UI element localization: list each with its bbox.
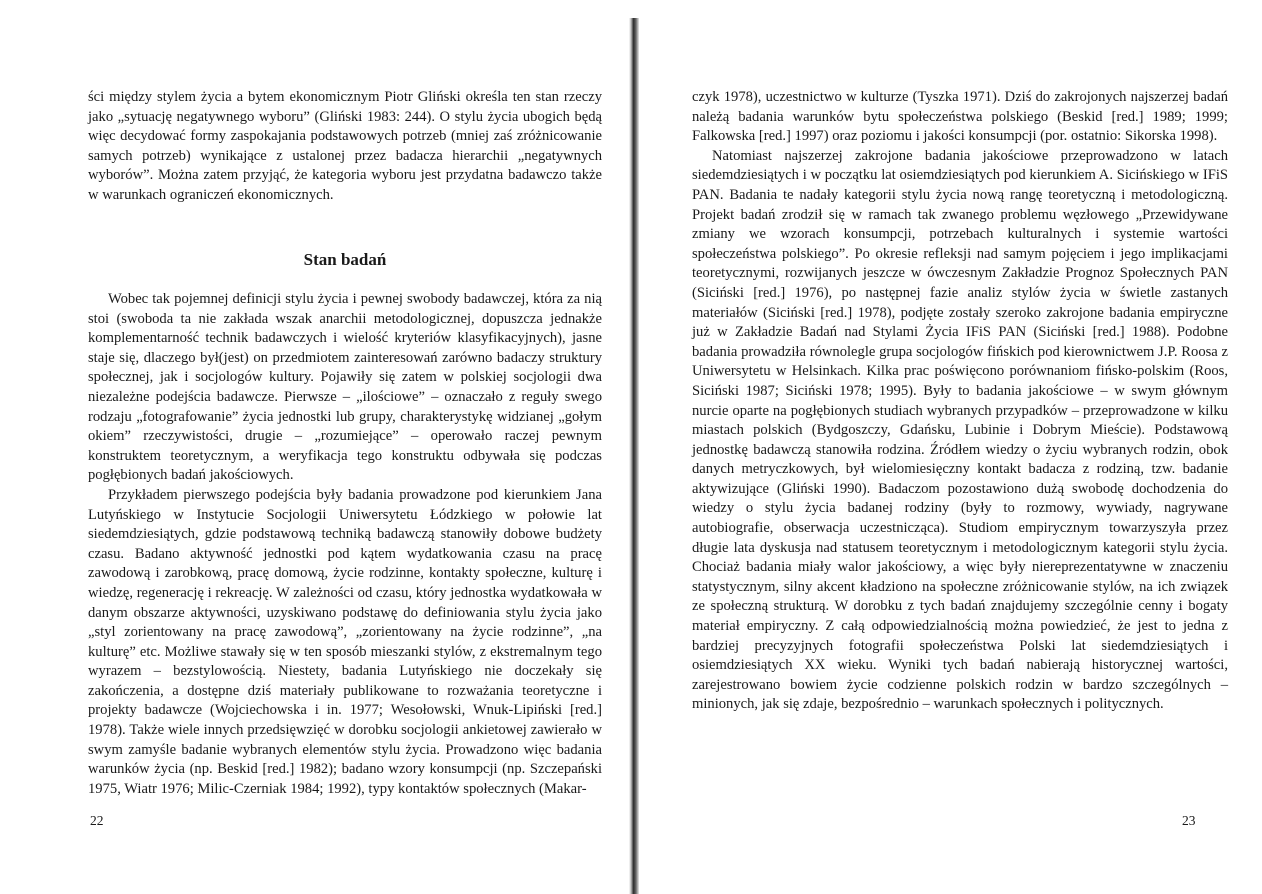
- section-heading: Stan badań: [303, 250, 387, 269]
- right-continuation-paragraph: czyk 1978), uczestnictwo w kulturze (Tyszka 1971). Dziś do zakrojonych najszerzej badań należą badania warunków bytu społeczeństwa polskiego (Beskid [red.] 1989; 1999; Falkowska [red.] 1997) oraz poziomu i jakości konsumpcji (por. ostatnio: Sikorska 1998).: [692, 89, 1228, 145]
- left-top-paragraph: ści między stylem życia a bytem ekonomicznym Piotr Gliński określa ten stan rzeczy jako „sytuację negatywnego wyboru” (Gliński 1983: 244). O stylu życia ubogich będą więc decydować formy zaspokajania podstawowych potrzeb (mniej zaś zróżnicowanie samych potrzeb) wynikające z ustalonej przez badacza hierarchii „negatywnych wyborów”. Można zatem przyjąć, że kategoria wyboru jest przydatna badawczo także w warunkach ograniczeń ekonomicznych.: [88, 89, 602, 203]
- right-page: [640, 0, 1262, 894]
- right-main-text: [692, 88, 1228, 715]
- left-page: [0, 0, 630, 894]
- book-spine: [629, 18, 639, 894]
- page-number-right: 23: [1182, 813, 1196, 828]
- left-paragraph-2: Przykładem pierwszego podejścia były badania prowadzone pod kierunkiem Jana Lutyńskiego w Instytucie Socjologii Uniwersytetu Łódzkiego w połowie lat siedemdziesiątych, gdzie podstawową techniką badawczą stanowiły dobowe budżety czasu. Badano aktywność jednostki pod kątem wydatkowania czasu na pracę zawodową i zarobkową, pracę domową, życie rodzinne, kontakty społeczne, kulturę i wiedzę, regenerację i rekreację. W zależności od czasu, który jednostka wydatkowała w danym obszarze aktywności, uzyskiwano podstawę do definiowania stylu życia jako „styl zorientowany na pracę zawodową”, „zorientowany na życie rodzinne”, „na kulturę” etc. Możliwe stawały się w ten sposób mieszanki stylów, z ekstremalnym tego wyrazem – bezstylowością. Niestety, badania Lutyńskiego nie doczekały się zakończenia, a dostępne dziś materiały publikowane to rozważania teoretyczne i projekty badawcze (Wojciechowska i in. 1977; Wesołowski, Wnuk-Lipiński [red.] 1978). Także wiele innych przedsięwzięć w dorobku socjologii ankietowej zawierało w swym zamyśle badanie wybranych elementów stylu życia. Prowadzono więc badania warunków życia (np. Beskid [red.] 1982); badano wzory konsumpcji (np. Szczepański 1975, Wiatr 1976; Milic-Czerniak 1984; 1992), typy kontaktów społecznych (Makar-: [88, 486, 602, 797]
- left-top-text: [88, 88, 602, 206]
- right-paragraph: Natomiast najszerzej zakrojone badania jakościowe przeprowadzono w latach siedemdziesiątych i w początku lat osiemdziesiątych pod kierunkiem A. Sicińskiego w IFiS PAN. Badania te nadały kategorii stylu życia nową rangę teoretyczną i metodologiczną. Projekt badań zrodził się w ramach tak zwanego problemu węzłowego „Przewidywane zmiany we wzorach konsumpcji, potrzebach kulturalnych i systemie wartości społeczeństwa polskiego”. Po okresie refleksji nad samym pojęciem i jego implikacjami teoretycznymi, rozwijanych jeszcze w ówczesnym Zakładzie Prognoz Społecznych PAN (Siciński [red.] 1976), po następnej fazie analiz stylów życia w świetle zastanych materiałów (Siciński [red.] 1978), podjęte zostały szeroko zakrojone badania empiryczne już w Zakładzie Badań nad Stylami Życia IFiS PAN (Siciński [red.] 1988). Podobne badania prowadziła równolegle grupa socjologów fińskich pod kierownictwem J.P. Roosa z Uniwersytetu w Helsinkach. Kilka prac poświęcono porównaniom fińsko-polskim (Roos, Siciński 1987; Siciński 1978; 1995). Były to badania jakościowe – w swym głównym nurcie oparte na pogłębionych studiach wybranych przypadków – przeprowadzone w kilku miastach polskich (Bydgoszczy, Gdańsku, Lubinie i Dobrym Mieście). Podstawową jednostkę badawczą stanowiła rodzina. Źródłem wiedzy o życiu wybranych rodzin, obok danych metryczkowych, był wielomiesięczny kontakt badacza z rodziną, tzw. badanie aktywizujące (Gliński 1990). Badaczom pozostawiono dużą swobodę dochodzenia do wiedzy o stylu życia badanej rodziny (były to rozmowy, wywiady, nagrywane autobiografie, obserwacja uczestnicząca). Studiom empirycznym towarzyszyła przez długie lata dyskusja nad statusem teoretycznym i metodologicznym kategorii stylu życia. Chociaż badania miały walor jakościowy, a więc były niereprezentatywne w znaczeniu statystycznym, silny akcent kładziono na społeczne zróżnicowanie stylów, na ich związek ze społeczną strukturą. W dorobku z tych badań znajdujemy szczególnie cenny i bogaty materiał empiryczny. Z całą odpowiedzialnością można powiedzieć, że jest to jedna z bardziej precyzyjnych fotografii społeczeństwa Polski lat siedemdziesiątych i osiemdziesiątych XX wieku. Wyniki tych badań nabierają historycznej wartości, zarejestrowano bowiem życie codzienne polskich rodzin w bardzo szczególnych – minionych, jak się zdaje, bezpośrednio – warunkach społecznych i politycznych.: [692, 147, 1228, 713]
- left-paragraph-1: Wobec tak pojemnej definicji stylu życia i pewnej swobody badawczej, która za nią stoi (swoboda ta nie zakłada wszak anarchii metodologicznej, dopuszcza jednakże komplementarność technik badawczych i wielość kryteriów klasyfikacyjnych), jasne staje się, dlaczego był(jest) on przedmiotem zainteresowań zarówno badaczy struktury społecznej, jak i socjologów kultury. Pojawiły się zatem w polskiej socjologii dwa niezależne podejścia badawcze. Pierwsze – „ilościowe” – oznaczało z reguły swego rodzaju „fotografowanie” życia jednostki lub grupy, charakterystykę widzianej „gołym okiem” rzeczywistości, drugie – „rozumiejące” – operowało raczej pewnym konstruktem teoretycznym, a weryfikacja tego konstruktu odbywała się podczas pogłębionych badań jakościowych.: [88, 291, 602, 484]
- page-number-left: 22: [90, 813, 104, 828]
- left-main-text: [88, 290, 602, 799]
